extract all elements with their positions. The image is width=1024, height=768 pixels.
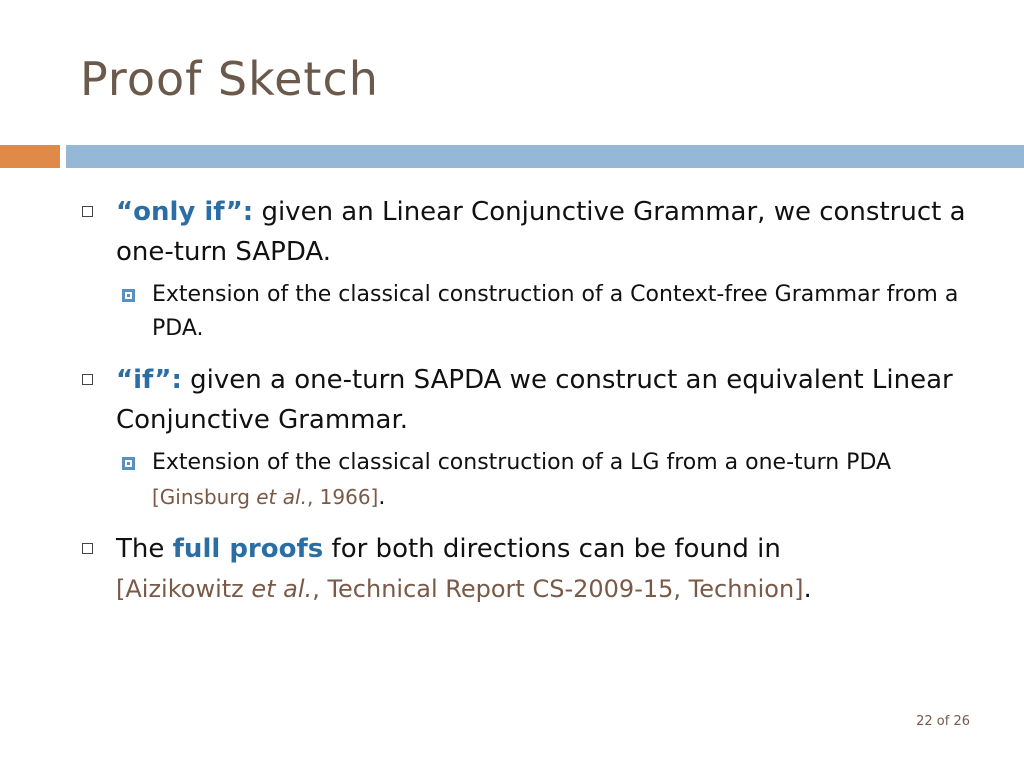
filled-square-bullet-icon bbox=[122, 457, 135, 470]
slide-content bbox=[82, 192, 982, 615]
bullet-full-proofs bbox=[82, 529, 982, 609]
sub-bullet-tail: . bbox=[378, 485, 386, 510]
citation-open: [Aizikowitz bbox=[116, 575, 252, 603]
title-accent-bar-blue bbox=[66, 145, 1024, 168]
title-accent-bar-orange bbox=[0, 145, 60, 168]
citation-open: [Ginsburg bbox=[152, 485, 257, 509]
bullet-text: given an Linear Conjunctive Grammar, we construct a one-turn SAPDA. bbox=[116, 197, 966, 267]
square-bullet-icon bbox=[82, 374, 93, 385]
square-bullet-icon bbox=[82, 543, 93, 554]
citation-et-al: et al. bbox=[251, 575, 313, 603]
keyword-full-proofs: full proofs bbox=[172, 534, 324, 564]
bullet-tail: . bbox=[803, 574, 812, 604]
citation-et-al: et al. bbox=[256, 485, 307, 509]
filled-square-bullet-icon bbox=[122, 289, 135, 302]
slide-title: Proof Sketch bbox=[80, 52, 379, 106]
sub-bullet-text: Extension of the classical construction of a LG from a one-turn PDA bbox=[152, 450, 892, 475]
square-bullet-icon bbox=[82, 206, 93, 217]
bullet-only-if bbox=[82, 192, 982, 272]
citation-close: , 1966] bbox=[306, 485, 379, 509]
keyword-if: “if”: bbox=[116, 365, 182, 395]
keyword-only-if: “only if”: bbox=[116, 197, 254, 227]
sub-bullet-text: Extension of the classical construction of a Context-free Grammar from a PDA. bbox=[152, 282, 959, 341]
bullet-if bbox=[82, 360, 982, 440]
bullet-pre: The bbox=[116, 534, 173, 564]
citation-ginsburg bbox=[152, 485, 378, 509]
page-number: 22 of 26 bbox=[916, 714, 970, 729]
sub-bullet-only-if bbox=[82, 278, 982, 346]
citation-aizikowitz bbox=[116, 575, 804, 603]
bullet-text: for both directions can be found in bbox=[323, 534, 781, 564]
sub-bullet-if bbox=[82, 446, 982, 515]
bullet-text: given a one-turn SAPDA we construct an equivalent Linear Conjunctive Grammar. bbox=[116, 365, 953, 435]
citation-close: , Technical Report CS-2009-15, Technion] bbox=[312, 575, 804, 603]
